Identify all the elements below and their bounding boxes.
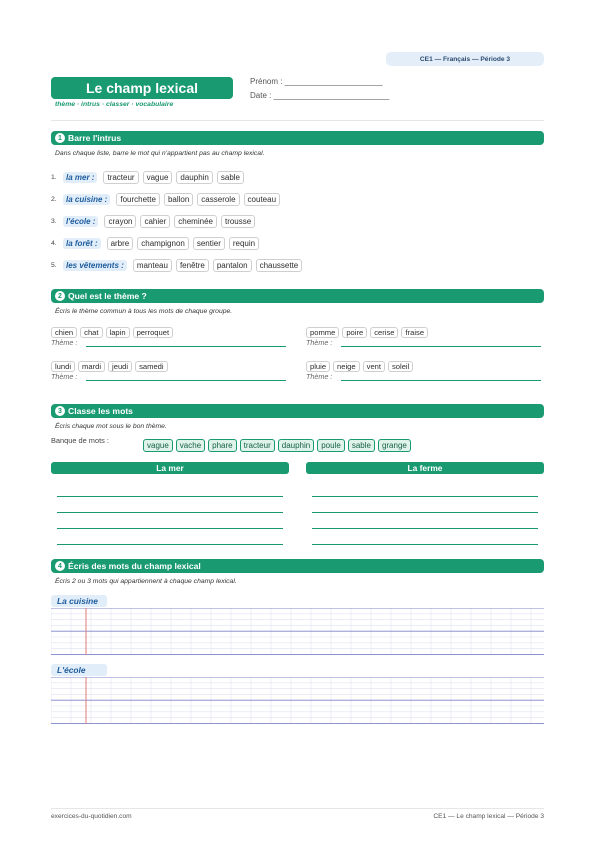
- section-3-header: [51, 404, 544, 418]
- theme-answer-line[interactable]: [86, 380, 286, 381]
- header-divider: [51, 120, 544, 121]
- word-chip[interactable]: dauphin: [176, 171, 212, 184]
- word-chip[interactable]: pantalon: [213, 259, 252, 272]
- word-chip[interactable]: cheminée: [174, 215, 217, 228]
- section-instruction: Écris le thème commun à tous les mots de chaque groupe.: [55, 308, 233, 315]
- word-chip: soleil: [388, 361, 413, 372]
- section-instruction: Écris 2 ou 3 mots qui appartiennent à chaque champ lexical.: [55, 578, 237, 585]
- bank-word-chip[interactable]: vague: [143, 439, 173, 452]
- theme-group-words: [306, 327, 431, 338]
- section-1-header: [51, 131, 544, 145]
- theme-group-words: [51, 361, 171, 372]
- bank-word-chip[interactable]: vache: [176, 439, 205, 452]
- intrus-row: [51, 170, 248, 184]
- word-chip: pomme: [306, 327, 339, 338]
- theme-label: Thème :: [51, 372, 78, 381]
- word-chip[interactable]: cahier: [140, 215, 170, 228]
- section-number-badge: 4: [55, 561, 65, 571]
- column-header-mer: La mer: [51, 462, 289, 474]
- footer-site: exercices-du-quotidien.com: [51, 813, 132, 820]
- word-chip: lundi: [51, 361, 75, 372]
- page-subtitle: thème · intrus · classer · vocabulaire: [55, 101, 174, 108]
- section-title: Classe les mots: [68, 406, 133, 416]
- prenom-field[interactable]: Prénom : ______________________: [250, 77, 383, 86]
- theme-group-words: [306, 361, 416, 372]
- word-chip: jeudi: [108, 361, 132, 372]
- intrus-row: [51, 258, 306, 272]
- answer-line[interactable]: [57, 512, 283, 513]
- word-chip[interactable]: arbre: [107, 237, 134, 250]
- answer-line[interactable]: [312, 544, 538, 545]
- answer-line[interactable]: [312, 496, 538, 497]
- word-chip[interactable]: ballon: [164, 193, 193, 206]
- intrus-row: [51, 236, 263, 250]
- answer-line[interactable]: [312, 528, 538, 529]
- word-chip[interactable]: vague: [143, 171, 173, 184]
- theme-label: Thème :: [306, 338, 333, 347]
- word-chip[interactable]: couteau: [244, 193, 280, 206]
- word-chip: neige: [333, 361, 360, 372]
- section-4-header: [51, 559, 544, 573]
- category-tag-cuisine: La cuisine: [51, 595, 107, 607]
- word-chip[interactable]: requin: [229, 237, 259, 250]
- word-chip: cerise: [370, 327, 398, 338]
- word-chip: pluie: [306, 361, 330, 372]
- word-chip[interactable]: champignon: [137, 237, 189, 250]
- theme-label: Thème :: [306, 372, 333, 381]
- word-chip[interactable]: sentier: [193, 237, 225, 250]
- word-chip: mardi: [78, 361, 105, 372]
- word-chip[interactable]: fenêtre: [176, 259, 209, 272]
- page-title: Le champ lexical: [51, 77, 233, 99]
- word-bank-label: Banque de mots :: [51, 436, 109, 445]
- answer-line[interactable]: [57, 496, 283, 497]
- writing-grid-ecole[interactable]: [51, 677, 544, 724]
- column-header-ferme: La ferme: [306, 462, 544, 474]
- section-title: Barre l'intrus: [68, 133, 122, 143]
- word-bank: [143, 439, 414, 452]
- word-chip: fraise: [401, 327, 428, 338]
- writing-grid-cuisine[interactable]: [51, 608, 544, 655]
- bank-word-chip[interactable]: grange: [378, 439, 411, 452]
- word-chip[interactable]: tracteur: [103, 171, 138, 184]
- word-chip: perroquet: [133, 327, 174, 338]
- theme-tag: l'école :: [63, 216, 98, 227]
- theme-answer-line[interactable]: [86, 346, 286, 347]
- theme-tag: la cuisine :: [63, 194, 110, 205]
- word-chip[interactable]: casserole: [197, 193, 239, 206]
- section-title: Écris des mots du champ lexical: [68, 561, 201, 571]
- row-number: 3.: [51, 217, 57, 225]
- word-chip: chat: [80, 327, 102, 338]
- footer-divider: [51, 808, 544, 809]
- row-number: 5.: [51, 261, 57, 269]
- footer-info: CE1 — Le champ lexical — Période 3: [433, 813, 544, 820]
- intrus-row: [51, 192, 284, 206]
- theme-label: Thème :: [51, 338, 78, 347]
- bank-word-chip[interactable]: tracteur: [240, 439, 275, 452]
- answer-line[interactable]: [57, 528, 283, 529]
- section-2-header: [51, 289, 544, 303]
- theme-answer-line[interactable]: [341, 380, 541, 381]
- word-chip: poire: [342, 327, 367, 338]
- section-instruction: Écris chaque mot sous le bon thème.: [55, 423, 167, 430]
- theme-tag: la forêt :: [63, 238, 101, 249]
- row-number: 2.: [51, 195, 57, 203]
- bank-word-chip[interactable]: dauphin: [278, 439, 314, 452]
- section-instruction: Dans chaque liste, barre le mot qui n'appartient pas au champ lexical.: [55, 150, 265, 157]
- section-title: Quel est le thème ?: [68, 291, 147, 301]
- word-chip: samedi: [135, 361, 167, 372]
- theme-tag: les vêtements :: [63, 260, 127, 271]
- word-chip[interactable]: trousse: [221, 215, 255, 228]
- date-field[interactable]: Date : __________________________: [250, 91, 390, 100]
- word-chip: chien: [51, 327, 77, 338]
- word-chip[interactable]: fourchette: [116, 193, 160, 206]
- word-chip[interactable]: chaussette: [256, 259, 303, 272]
- section-number-badge: 1: [55, 133, 65, 143]
- word-chip[interactable]: manteau: [133, 259, 172, 272]
- section-number-badge: 2: [55, 291, 65, 301]
- bank-word-chip[interactable]: sable: [348, 439, 375, 452]
- level-badge: CE1 — Français — Période 3: [386, 52, 544, 66]
- theme-answer-line[interactable]: [341, 346, 541, 347]
- word-chip: vent: [363, 361, 385, 372]
- word-chip: lapin: [106, 327, 130, 338]
- row-number: 1.: [51, 173, 57, 181]
- category-tag-ecole: L'école: [51, 664, 107, 676]
- theme-group-words: [51, 327, 176, 338]
- bank-word-chip[interactable]: poule: [317, 439, 345, 452]
- word-chip[interactable]: sable: [217, 171, 244, 184]
- bank-word-chip[interactable]: phare: [208, 439, 236, 452]
- theme-tag: la mer :: [63, 172, 97, 183]
- word-chip[interactable]: crayon: [104, 215, 136, 228]
- answer-line[interactable]: [57, 544, 283, 545]
- section-number-badge: 3: [55, 406, 65, 416]
- row-number: 4.: [51, 239, 57, 247]
- answer-line[interactable]: [312, 512, 538, 513]
- intrus-row: [51, 214, 259, 228]
